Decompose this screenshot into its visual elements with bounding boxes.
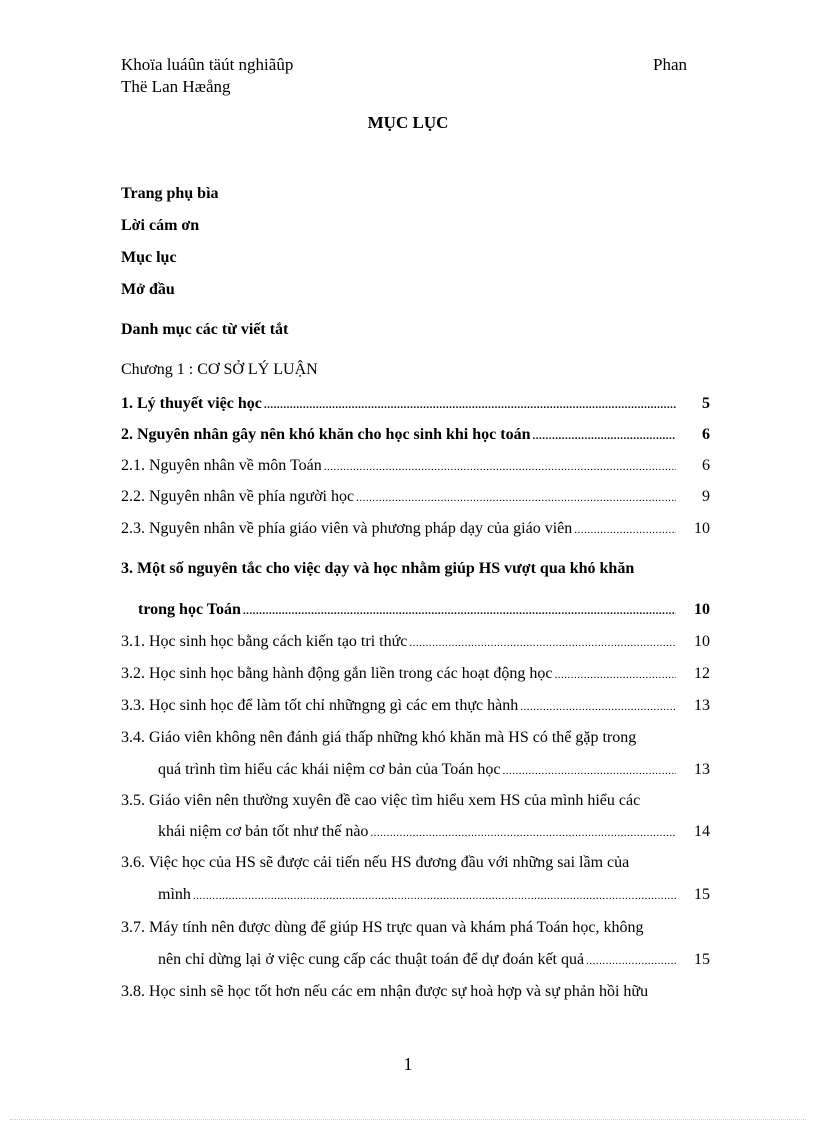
toc-page-number: 15 <box>694 886 710 903</box>
front-matter-cover: Trang phụ bìa <box>121 185 219 202</box>
toc-leader <box>193 891 676 902</box>
toc-entry-title-line1: 3.8. Học sinh sẽ học tốt hơn nếu các em nhận được sự hoà hợp và sự phản hồi hữu <box>121 983 649 1000</box>
toc-page-number: 6 <box>702 426 710 443</box>
toc-entry-title-line1: 3.6. Việc học của HS sẽ được cải tiến nếu HS đương đầu với những sai lầm của <box>121 854 630 871</box>
toc-entry-title-line1: 3.7. Máy tính nên được dùng để giúp HS trực quan và khám phá Toán học, không <box>121 919 644 936</box>
toc-leader <box>502 766 676 777</box>
toc-leader <box>243 606 676 617</box>
toc-leader <box>370 828 676 839</box>
header-right-line1: Phan <box>653 55 687 74</box>
toc-entry-title: 3.3. Học sinh học để làm tốt chỉ nhữngng gì các em thực hành <box>121 697 519 714</box>
page-bottom-divider <box>10 1119 806 1120</box>
toc-entry <box>158 952 710 968</box>
header-left-line2: Thë Lan Hæång <box>121 77 231 96</box>
toc-entry-title-line1: 3.4. Giáo viên không nên đánh giá thấp những khó khăn mà HS có thể gặp trong <box>121 729 637 746</box>
page-number: 1 <box>403 1054 413 1074</box>
toc-entry <box>158 762 710 778</box>
front-matter-thanks: Lời cám ơn <box>121 217 200 234</box>
toc-page-number: 13 <box>694 761 710 778</box>
toc-page-number: 10 <box>694 520 710 537</box>
toc-page-number: 5 <box>702 395 710 412</box>
toc-entry-title-line1: 3. Một số nguyên tắc cho việc dạy và học nhằm giúp HS vượt qua khó khăn <box>121 560 635 577</box>
toc-entry <box>158 887 710 903</box>
toc-entry-title: mình <box>158 886 191 903</box>
toc-entry <box>121 634 710 650</box>
toc-entry <box>158 824 710 840</box>
toc-leader <box>356 493 676 504</box>
toc-leader <box>409 638 676 649</box>
chapter-heading: Chương 1 : CƠ SỞ LÝ LUẬN <box>121 361 318 378</box>
toc-leader <box>520 702 676 713</box>
toc-entry <box>121 489 710 505</box>
toc-page-number: 14 <box>694 823 710 840</box>
toc-entry-title: 2.1. Nguyên nhân về môn Toán <box>121 457 322 474</box>
toc-page-number: 9 <box>702 488 710 505</box>
header-left-line1: Khoïa luáûn täút nghiãûp <box>121 55 294 74</box>
toc-page-number: 10 <box>694 601 710 618</box>
toc-entry <box>121 396 710 412</box>
toc-entry-title: 2.3. Nguyên nhân về phía giáo viên và phương pháp dạy của giáo viên <box>121 520 573 537</box>
toc-page-number: 6 <box>702 457 710 474</box>
toc-entry-title: 2.2. Nguyên nhân về phía người học <box>121 488 355 505</box>
toc-page-number: 10 <box>694 633 710 650</box>
front-matter-contents: Mục lục <box>121 249 177 266</box>
toc-entry-title: 1. Lý thuyết việc học <box>121 395 262 412</box>
toc-leader <box>586 956 676 967</box>
toc-entry <box>121 458 710 474</box>
toc-leader <box>554 670 676 681</box>
toc-page-number: 15 <box>694 951 710 968</box>
toc-entry-title: trong học Toán <box>138 601 241 618</box>
toc-leader <box>264 400 676 411</box>
toc-entry-title: khái niệm cơ bản tốt như thế nào <box>158 823 369 840</box>
toc-page-number: 13 <box>694 697 710 714</box>
toc-entry <box>121 427 710 443</box>
toc-entry-title: 3.1. Học sinh học bằng cách kiến tạo tri thức <box>121 633 408 650</box>
front-matter-abbreviations: Danh mục các từ viết tắt <box>121 321 289 338</box>
toc-leader <box>324 462 676 473</box>
front-matter-intro: Mở đầu <box>121 281 175 298</box>
toc-entry-title: 3.2. Học sinh học bằng hành động gắn liền trong các hoạt động học <box>121 665 553 682</box>
toc-entry-title-line1: 3.5. Giáo viên nên thường xuyên đề cao việc tìm hiểu xem HS của mình hiểu các <box>121 792 641 809</box>
toc-entry <box>121 698 710 714</box>
toc-entry-title: nên chỉ dừng lại ở việc cung cấp các thuật toán để dự đoán kết quả <box>158 951 585 968</box>
toc-leader <box>532 431 676 442</box>
toc-entry-title: quá trình tìm hiểu các khái niệm cơ bản của Toán học <box>158 761 501 778</box>
toc-entry-title: 2. Nguyên nhân gây nên khó khăn cho học sinh khi học toán <box>121 426 531 443</box>
toc-page-number: 12 <box>694 665 710 682</box>
toc-leader <box>574 525 676 536</box>
toc-entry <box>121 666 710 682</box>
toc-entry <box>121 521 710 537</box>
page-title: MỤC LỤC <box>367 113 449 132</box>
toc-entry <box>138 602 710 618</box>
